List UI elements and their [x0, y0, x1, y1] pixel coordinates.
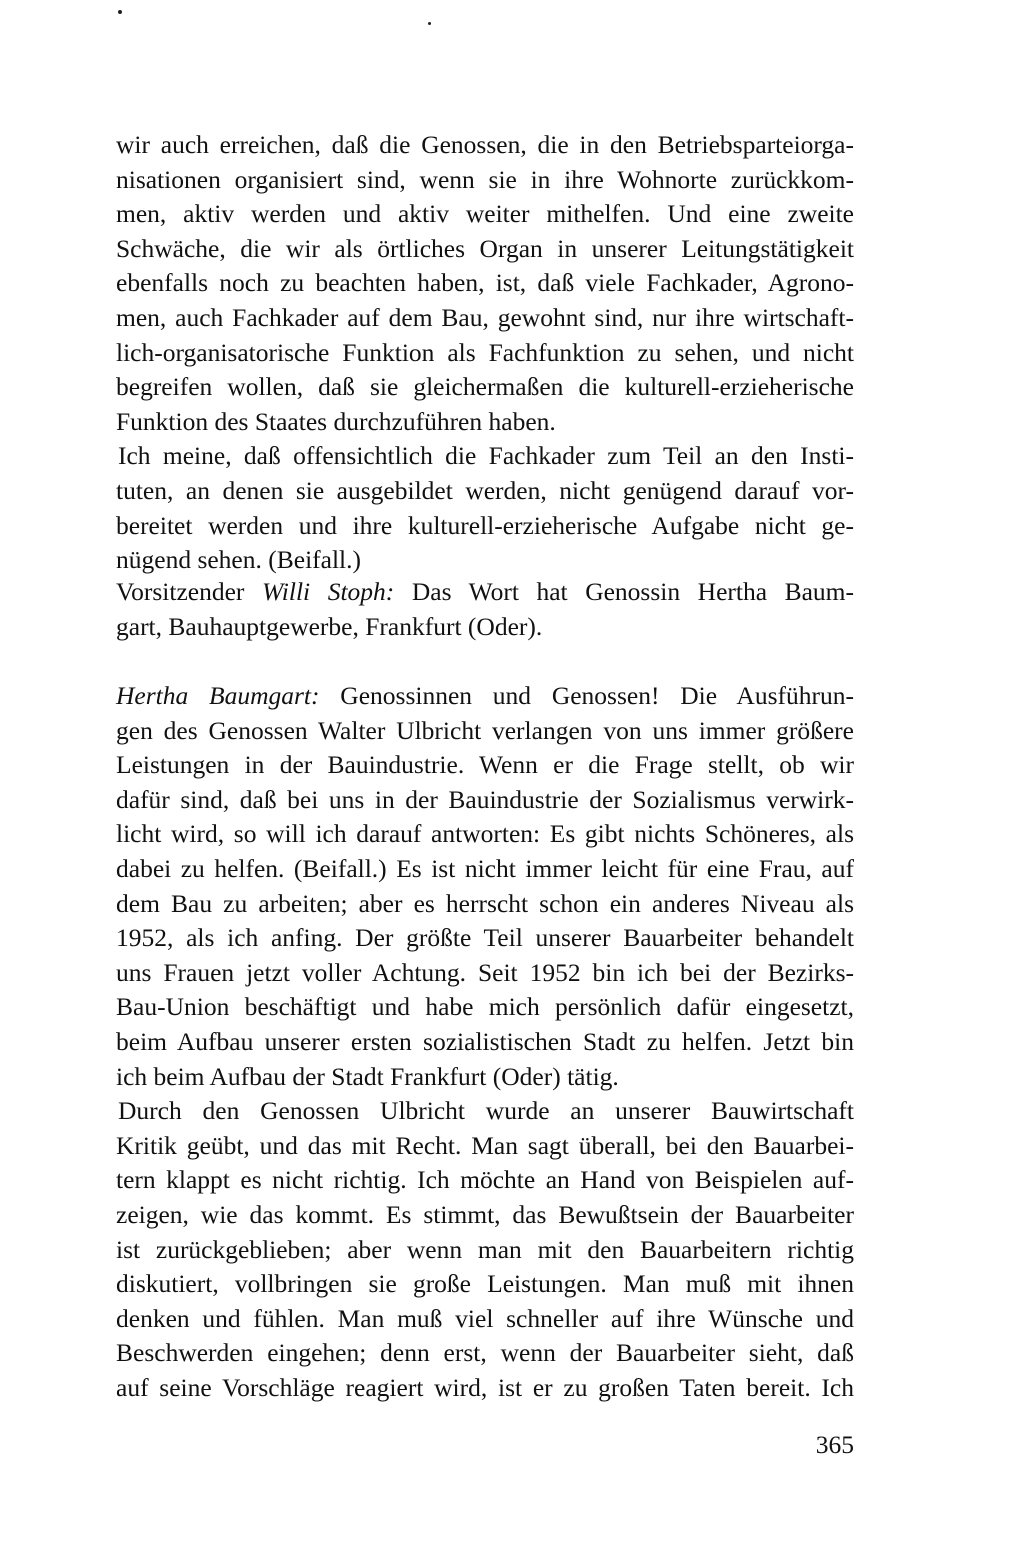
- text-line: gen des Genossen Walter Ulbricht verlangen von uns immer größere: [116, 715, 854, 745]
- text-line: dabei zu helfen. (Beifall.) Es ist nicht immer leicht für eine Frau, auf: [116, 853, 854, 883]
- text-line: auf seine Vorschläge reagiert wird, ist er zu großen Taten bereit. Ich: [116, 1372, 854, 1402]
- page-number: 365: [815, 1430, 854, 1459]
- text-line: begreifen wollen, daß sie gleichermaßen die kulturell-erzieherische: [116, 372, 854, 402]
- text-line: lich-organisatorische Funktion als Fachfunktion zu sehen, und nicht: [116, 337, 854, 367]
- print-speck: [118, 10, 122, 14]
- text-line: men, auch Fachkader auf dem Bau, gewohnt sind, nur ihre wirtschaft-: [116, 302, 854, 332]
- text-line: tuten, an denen sie ausgebildet werden, nicht genügend darauf vor-: [116, 475, 854, 505]
- text-line: denken und fühlen. Man muß viel schneller auf ihre Wünsche und: [116, 1303, 854, 1333]
- text-block-opening: [116, 128, 854, 578]
- text-line: licht wird, so will ich darauf antworten: Es gibt nichts Schöneres, als: [116, 819, 854, 849]
- text-line: Durch den Genossen Ulbricht wurde an unserer Bauwirtschaft: [118, 1096, 854, 1126]
- chair-announcement: [116, 575, 854, 644]
- print-speck: [428, 22, 431, 25]
- text-line: uns Frauen jetzt voller Achtung. Seit 1952 bin ich bei der Bezirks-: [116, 957, 854, 987]
- text-line: Beschwerden eingehen; denn erst, wenn der Bauarbeiter sieht, daß: [116, 1338, 854, 1368]
- text-line: 1952, als ich anfing. Der größte Teil unserer Bauarbeiter behandelt: [116, 923, 854, 953]
- text-line: [116, 575, 854, 610]
- text-line: ist zurückgeblieben; aber wenn man mit den Bauarbeitern richtig: [116, 1234, 854, 1264]
- text-line: dafür sind, daß bei uns in der Bauindustrie der Sozialismus verwirk-: [116, 784, 854, 814]
- text-line: Funktion des Staates durchzuführen haben.: [116, 406, 556, 436]
- speech-text: Genossinnen und Genossen! Die Ausführun-: [319, 681, 854, 710]
- speaker-name: Hertha Baumgart:: [116, 681, 320, 710]
- text-line: ebenfalls noch zu beachten haben, ist, daß viele Fachkader, Agrono-: [116, 268, 854, 298]
- text-line: gart, Bauhauptgewerbe, Frankfurt (Oder).: [116, 611, 543, 641]
- text-line: Leistungen in der Bauindustrie. Wenn er die Frage stellt, ob wir: [116, 750, 854, 780]
- text-line: zeigen, wie das kommt. Es stimmt, das Bewußtsein der Bauarbeiter: [116, 1199, 854, 1229]
- text-line: dem Bau zu arbeiten; aber es herrscht schon ein anderes Niveau als: [116, 888, 854, 918]
- text-line: Schwäche, die wir als örtliches Organ in unserer Leitungstätigkeit: [116, 233, 854, 263]
- text-line: ich beim Aufbau der Stadt Frankfurt (Oder) tätig.: [116, 1061, 619, 1091]
- text-line: nisationen organisiert sind, wenn sie in ihre Wohnorte zurückkom-: [116, 164, 854, 194]
- text-line: Kritik geübt, und das mit Recht. Man sagt überall, bei den Bauarbei-: [116, 1130, 854, 1160]
- text-line: Bau-Union beschäftigt und habe mich persönlich dafür eingesetzt,: [116, 992, 854, 1022]
- chair-name: Willi Stoph:: [261, 577, 395, 606]
- text-line: nügend sehen. (Beifall.): [116, 545, 362, 575]
- speech-block: [116, 679, 854, 1405]
- chair-title: Vorsitzender: [116, 577, 262, 606]
- text-line: beim Aufbau unserer ersten sozialistischen Stadt zu helfen. Jetzt bin: [116, 1026, 854, 1056]
- text-line: diskutiert, vollbringen sie große Leistungen. Man muß mit ihnen: [116, 1269, 854, 1299]
- text-line: men, aktiv werden und aktiv weiter mithelfen. Und eine zweite: [116, 199, 854, 229]
- text-line: tern klappt es nicht richtig. Ich möchte an Hand von Beispielen auf-: [116, 1165, 854, 1195]
- text-line: wir auch erreichen, daß die Genossen, die in den Betriebsparteiorga-: [116, 130, 854, 159]
- text-line: bereitet werden und ihre kulturell-erzieherische Aufgabe nicht ge-: [116, 510, 854, 540]
- text-line: Ich meine, daß offensichtlich die Fachkader zum Teil an den Insti-: [118, 441, 854, 471]
- text-line: [116, 679, 854, 714]
- chair-text: Das Wort hat Genossin Hertha Baum-: [394, 577, 854, 606]
